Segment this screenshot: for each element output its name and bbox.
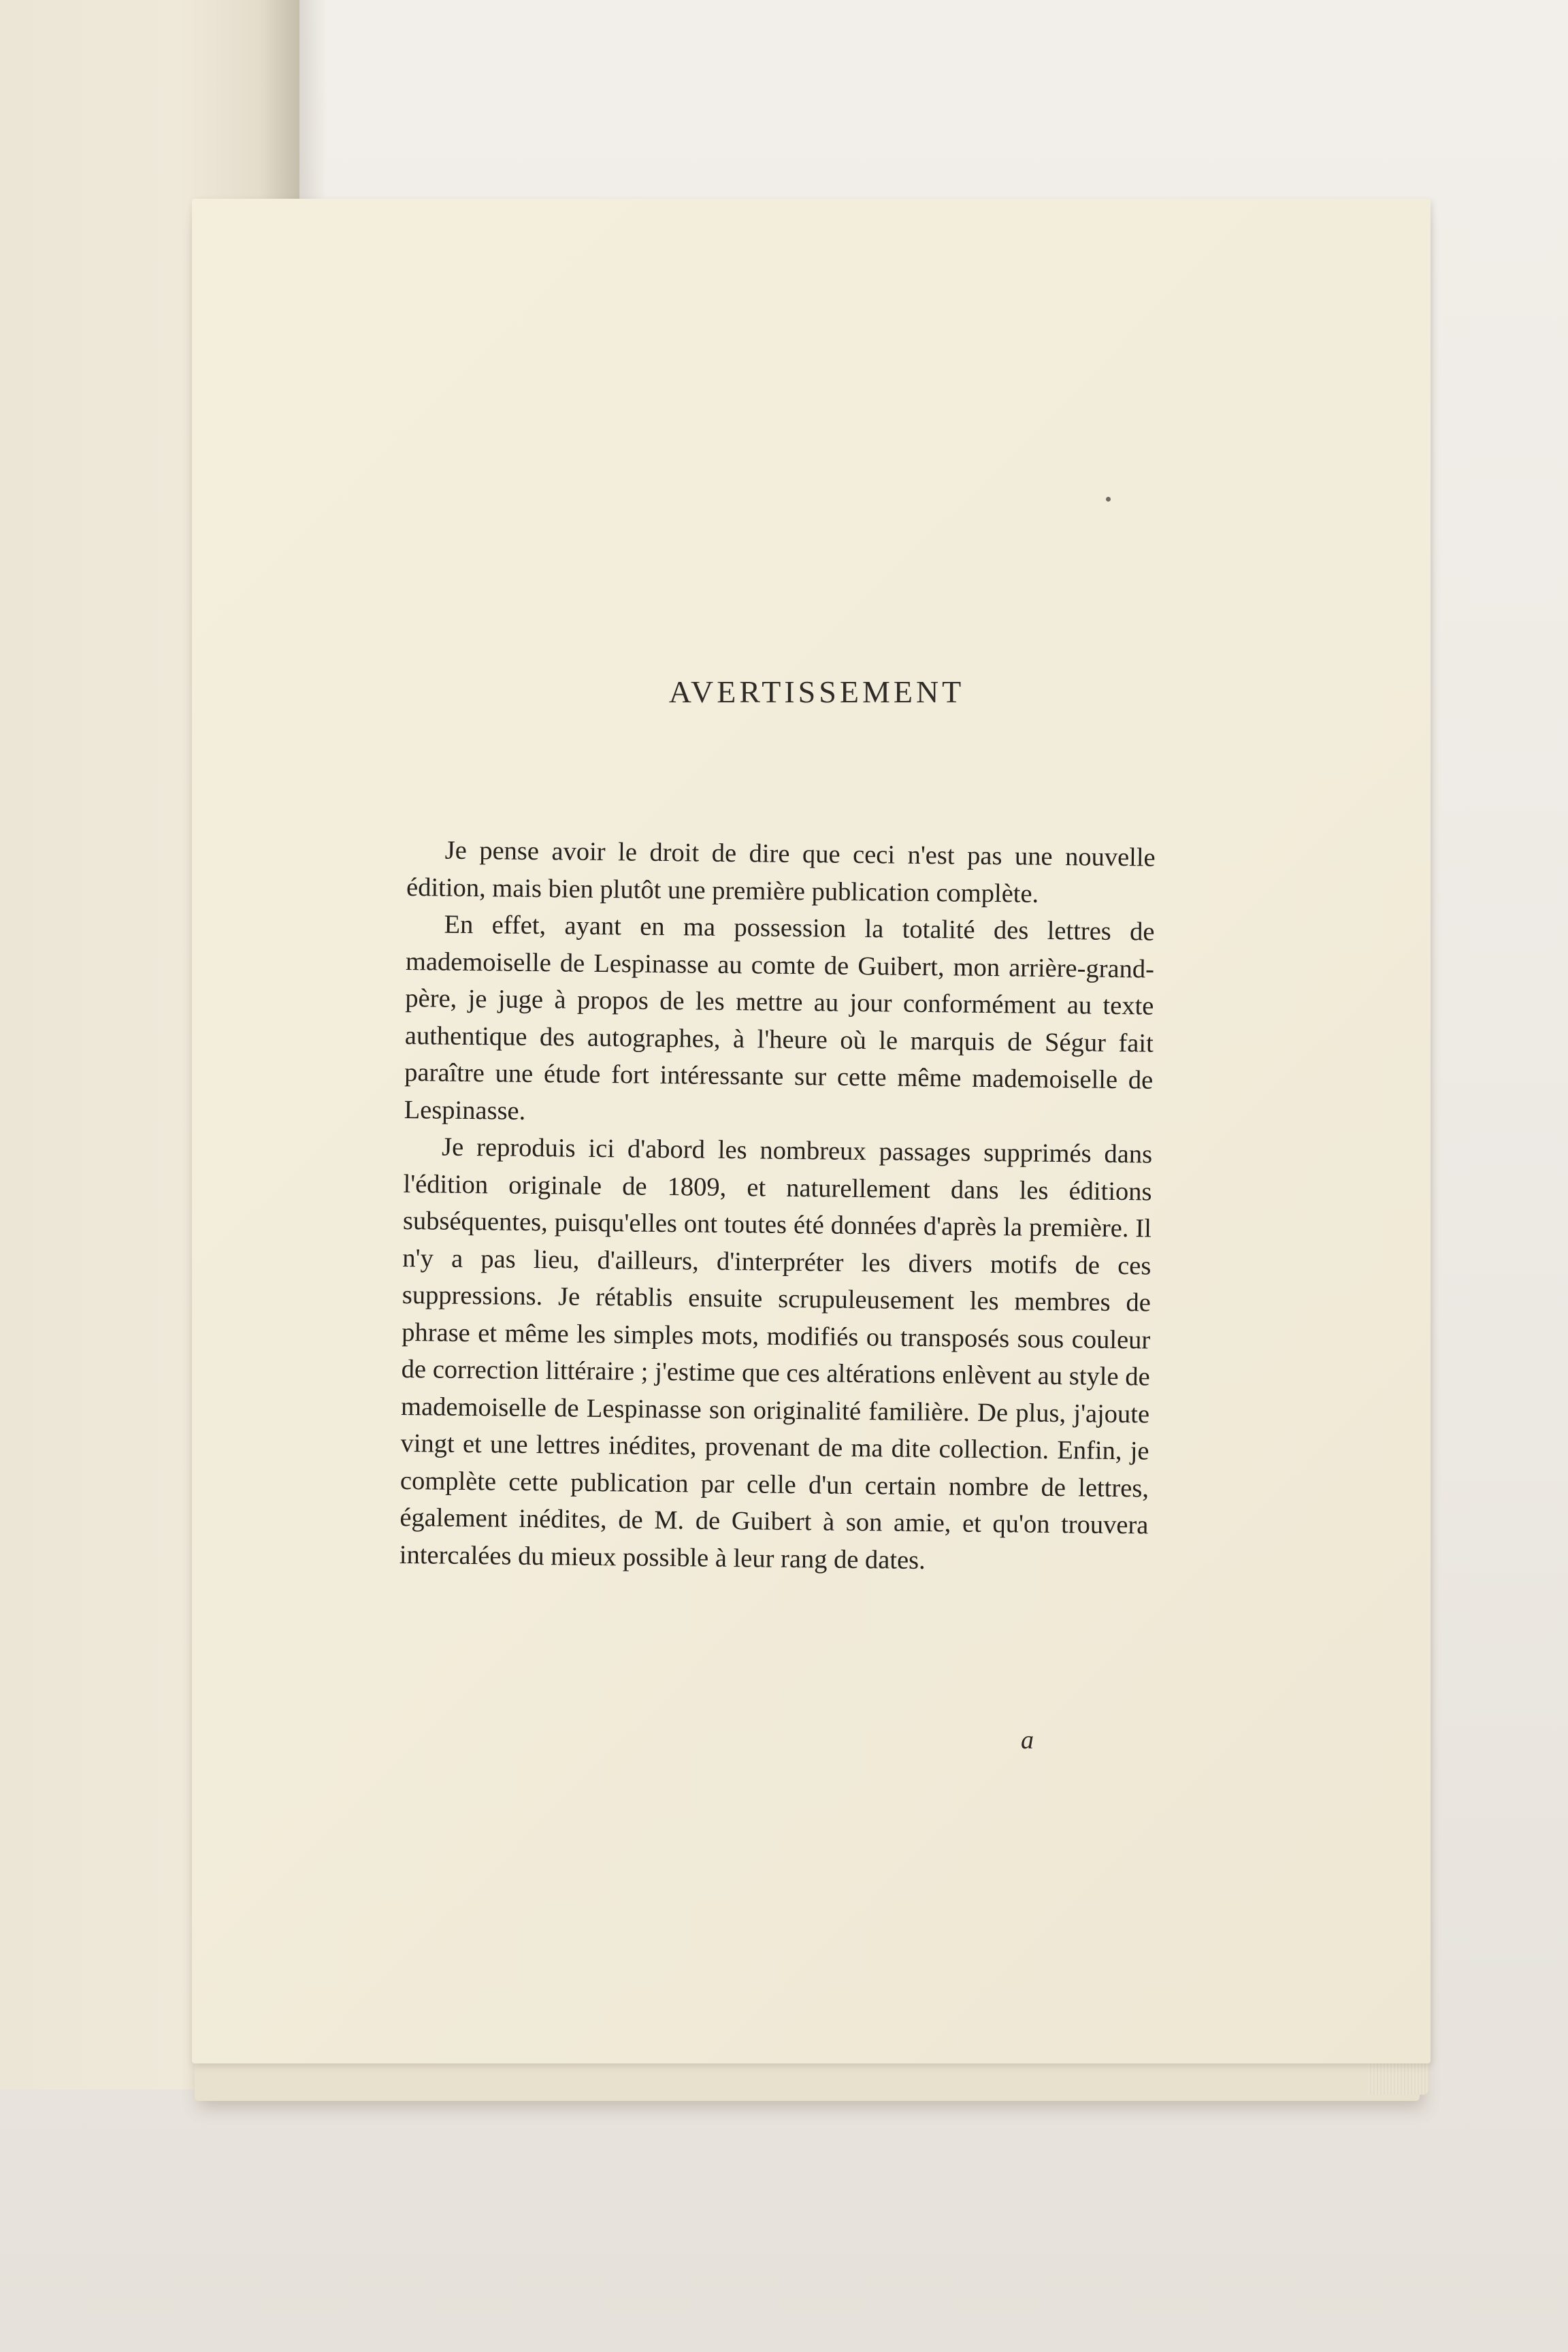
body-text — [399, 832, 1156, 1581]
paragraph-2: En effet, ayant en ma possession la totalité des lettres de mademoiselle de Lespinasse au comte de Guibert, mon arrière-grand-père, je juge à propos de les mettre au jour conformément au texte authentique des autographes, à l'heure où le marquis de Ségur fait paraître une étude fort intéressante sur cette même mademoiselle de Lespinasse. — [404, 910, 1155, 1126]
paragraph-1: Je pense avoir le droit de dire que ceci n'est pas une nouvelle édition, mais bien plutôt une première publication complète. — [406, 836, 1156, 909]
ink-speck — [1106, 497, 1111, 502]
paragraph-3: Je reproduis ici d'abord les nombreux passages supprimés dans l'édition originale de 1809, et naturellement dans les éditions subséquentes, puisqu'elles ont toutes été données d'après la première. Il n'y a pas lieu, d'ailleurs, d'interpréter les divers motifs de ces suppressions. Je rétablis ensuite scrupuleusement les membres de phrase et même les simples mots, modifiés ou transposés sous couleur de correction littéraire ; j'estime que ces altérations enlèvent au style de mademoiselle de Lespinasse son originalité familière. De plus, j'ajoute vingt et une lettres inédites, provenant de ma dite collection. Enfin, je complète cette publication par celle d'un certain nombre de lettres, également inédites, de M. de Guibert à son amie, et qu'on trouvera intercalées du mieux possible à leur rang de dates. — [399, 1132, 1153, 1575]
signature-mark: a — [1021, 1726, 1034, 1754]
page-heading: AVERTISSEMENT — [668, 674, 965, 709]
